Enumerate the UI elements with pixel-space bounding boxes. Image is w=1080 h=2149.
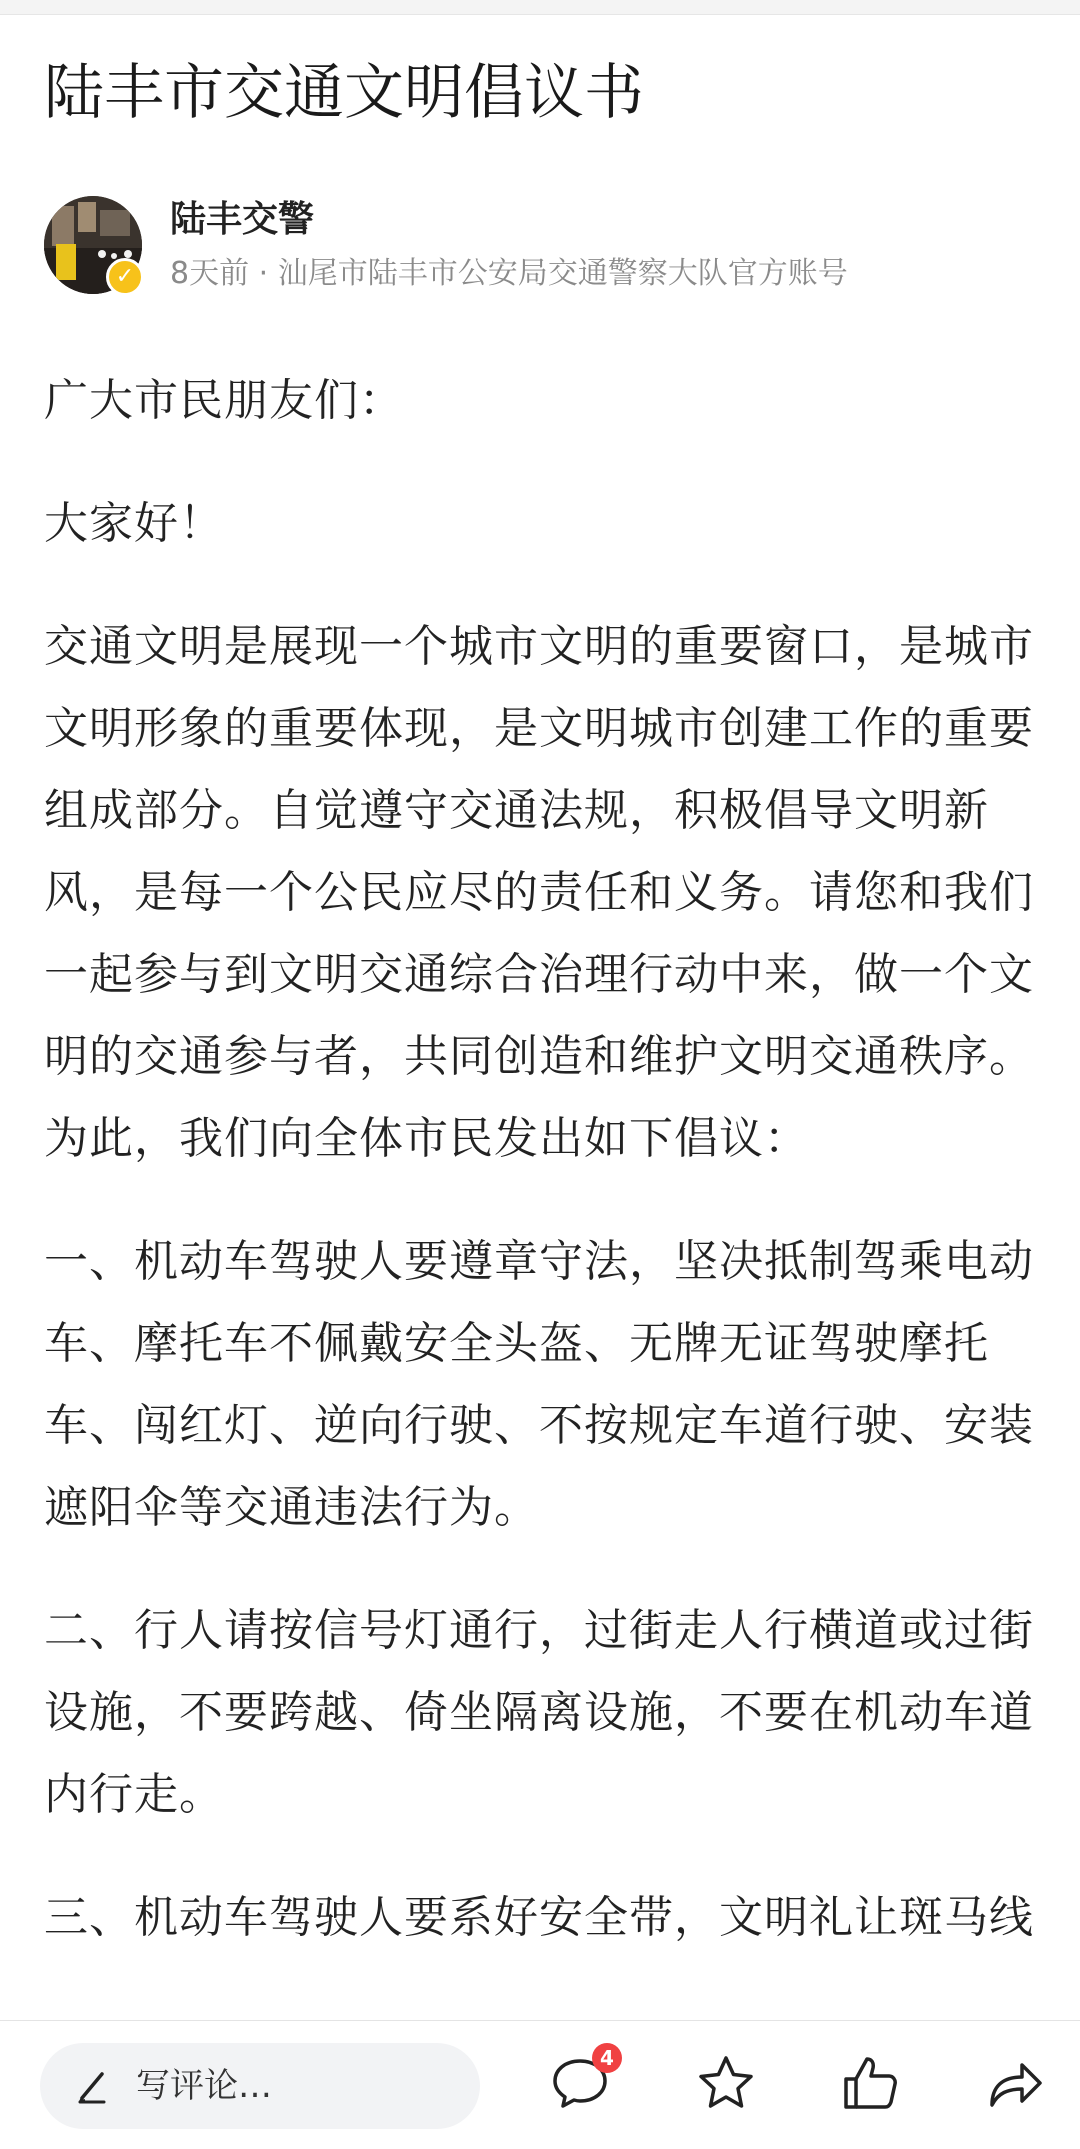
proposal-1-paragraph: 一、机动车驾驶人要遵章守法，坚决抵制驾乘电动车、摩托车不佩戴安全头盔、无牌无证驾驶摩托车、闯红灯、逆向行驶、不按规定车道行驶、安装遮阳伞等交通违法行为。 [44, 1236, 1034, 1533]
proposal-2-paragraph: 二、行人请按信号灯通行，过街走人行横道或过街设施，不要跨越、倚坐隔离设施，不要在机动车道内行走。 [44, 1605, 1034, 1820]
top-strip [0, 0, 1080, 15]
pen-icon [74, 2066, 114, 2106]
author-row[interactable] [44, 196, 1044, 306]
author-name[interactable]: 陆丰交警 [170, 199, 315, 240]
comment-count-badge: 4 [592, 2043, 622, 2073]
article-title: 陆丰市交通文明倡议书 [44, 58, 644, 128]
greeting-paragraph: 广大市民朋友们： [44, 375, 404, 426]
star-icon[interactable] [694, 2051, 758, 2115]
comment-input[interactable] [40, 2043, 480, 2129]
verified-badge-icon: ✓ [106, 258, 144, 296]
like-icon[interactable] [838, 2051, 902, 2115]
bottom-action-bar [0, 2020, 1080, 2149]
share-icon[interactable] [982, 2051, 1046, 2115]
salutation-paragraph: 大家好！ [44, 498, 224, 549]
author-meta: 8天前 · 汕尾市陆丰市公安局交通警察大队官方账号 [170, 256, 848, 291]
proposal-3-paragraph: 三、机动车驾驶人要系好安全带，文明礼让斑马线 [44, 1892, 1034, 1943]
intro-paragraph: 交通文明是展现一个城市文明的重要窗口，是城市文明形象的重要体现，是文明城市创建工作的重要组成部分。自觉遵守交通法规，积极倡导文明新风，是每一个公民应尽的责任和义务。请您和我们一起参与到文明交通综合治理行动中来，做一个文明的交通参与者，共同创造和维护文明交通秩序。为此，我们向全体市民发出如下倡议： [44, 621, 1034, 1164]
comment-placeholder: 写评论… [136, 2066, 272, 2106]
article-body [44, 360, 1044, 2020]
